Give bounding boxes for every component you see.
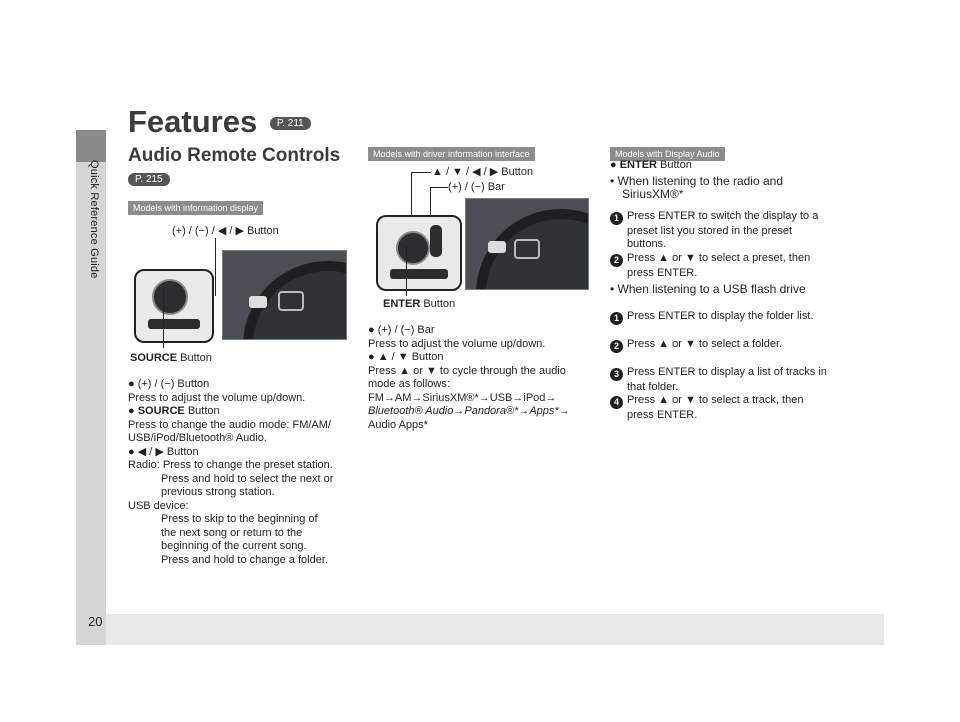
left-bullets	[128, 378, 358, 567]
radio-head: • When listening to the radio and	[610, 173, 783, 188]
section-title: Audio Remote Controls	[128, 145, 341, 166]
section-ref-wrap	[128, 171, 170, 189]
step-number: 3	[610, 368, 623, 381]
usb-step-3: 3 Press ENTER to display a list of tracks in	[610, 366, 860, 381]
callout-line-m1	[411, 172, 431, 173]
usb-step-2: 2 Press ▲ or ▼ to select a folder.	[610, 338, 860, 353]
usb-step-1: 1 Press ENTER to display the folder list.	[610, 310, 860, 325]
page-title	[128, 104, 311, 140]
middle-bullet-1-body: Press to adjust the volume up/down.	[368, 337, 546, 350]
left-bullet-1: ● (+) / (−) Button	[128, 378, 210, 390]
radio-head-2: SiriusXM®*	[622, 187, 684, 201]
control-pad	[152, 279, 188, 315]
middle-bullet-2-body5: Audio Apps*	[368, 418, 428, 431]
tag-display-audio: Models with Display Audio	[610, 147, 725, 161]
usb-line-2: the next song or return to the	[161, 526, 303, 539]
step-number: 1	[610, 312, 623, 325]
honda-emblem	[278, 291, 304, 311]
usb-line-3: beginning of the current song.	[161, 540, 307, 552]
control-pad-2	[396, 231, 430, 265]
radio-step-2b: press ENTER.	[627, 266, 698, 279]
usb-step-4b: press ENTER.	[627, 409, 698, 421]
right-content	[610, 159, 860, 423]
usb-line-1: Press to skip to the beginning of	[161, 513, 318, 525]
radio-step-1c: buttons.	[627, 238, 667, 250]
step-number: 4	[610, 396, 623, 409]
honda-emblem-2	[514, 239, 540, 259]
step-number: 2	[610, 340, 623, 353]
enter-label-middle: ENTER Button	[383, 298, 456, 310]
control-callout	[134, 269, 214, 343]
control-callout-2	[376, 215, 462, 291]
control-buttons-2	[390, 269, 448, 279]
left-bullet-1-body: Press to adjust the volume up/down.	[128, 391, 306, 404]
middle-bullets	[368, 324, 598, 432]
tag-driver-info: Models with driver information interface	[368, 147, 535, 161]
title-page-ref[interactable]: P. 211	[270, 117, 311, 130]
sidebar-tab	[76, 130, 106, 162]
step-number: 1	[610, 212, 623, 225]
radio-step-1: 1 Press ENTER to switch the display to a	[610, 210, 860, 225]
callout-line-source	[163, 286, 164, 348]
page-number: 20	[88, 614, 103, 629]
side-label: Quick Reference Guide	[88, 160, 100, 279]
control-buttons	[148, 319, 200, 329]
left-bullet-2-body1: Press to change the audio mode: FM/AM/	[128, 418, 331, 431]
usb-head: USB device:	[128, 499, 189, 512]
middle-bullet-1: ● (+) / (−) Bar	[368, 324, 435, 336]
volume-bar	[430, 225, 442, 257]
middle-callout-1: ▲ / ▼ / ◀ / ▶ Button	[432, 166, 534, 178]
radio-step-2: 2 Press ▲ or ▼ to select a preset, then	[610, 252, 860, 267]
section-page-ref[interactable]: P. 215	[128, 173, 170, 186]
usb-line-4: Press and hold to change a folder.	[161, 553, 328, 566]
control-cluster	[249, 296, 267, 308]
middle-bullet-2: ● ▲ / ▼ Button	[368, 351, 444, 363]
step-number: 2	[610, 254, 623, 267]
right-enter-head: ● ENTER Button	[610, 159, 692, 171]
radio-step-1b: preset list you stored in the preset	[627, 224, 793, 237]
middle-callout-2: (+) / (−) Bar	[448, 181, 505, 193]
control-cluster-2	[488, 241, 506, 253]
radio-line-1: Radio: Press to change the preset station.	[128, 459, 333, 471]
source-label: SOURCE Button	[130, 352, 212, 364]
usb-step-4: 4 Press ▲ or ▼ to select a track, then	[610, 394, 860, 409]
tag-info-display: Models with information display	[128, 201, 263, 215]
middle-bullet-2-body1: Press ▲ or ▼ to cycle through the audio	[368, 364, 566, 377]
middle-bullet-2-body3: FM→AM→SiriusXM®*→USB→iPod→	[368, 391, 557, 404]
callout-line-m2	[430, 187, 448, 188]
steering-wheel-photo-2	[465, 198, 589, 290]
left-bullet-2-body2: USB/iPod/Bluetooth® Audio.	[128, 432, 267, 444]
middle-bullet-2-body4: Bluetooth® Audio→Pandora®*→Apps*→	[368, 405, 570, 417]
usb-head-right: • When listening to a USB flash drive	[610, 282, 806, 296]
callout-line	[215, 238, 216, 296]
title-text: Features	[128, 104, 258, 139]
radio-line-3: previous strong station.	[161, 486, 275, 498]
callout-line-enter	[406, 246, 407, 296]
usb-step-3b: that folder.	[627, 380, 679, 393]
middle-bullet-2-body2: mode as follows:	[368, 378, 450, 390]
left-bullet-3: ● ◀ / ▶ Button	[128, 445, 199, 458]
left-bullet-2: ● SOURCE Button	[128, 405, 220, 417]
left-callout-label: (+) / (−) / ◀ / ▶ Button	[172, 225, 279, 237]
radio-line-2: Press and hold to select the next or	[161, 472, 334, 485]
steering-wheel-photo	[222, 250, 347, 340]
